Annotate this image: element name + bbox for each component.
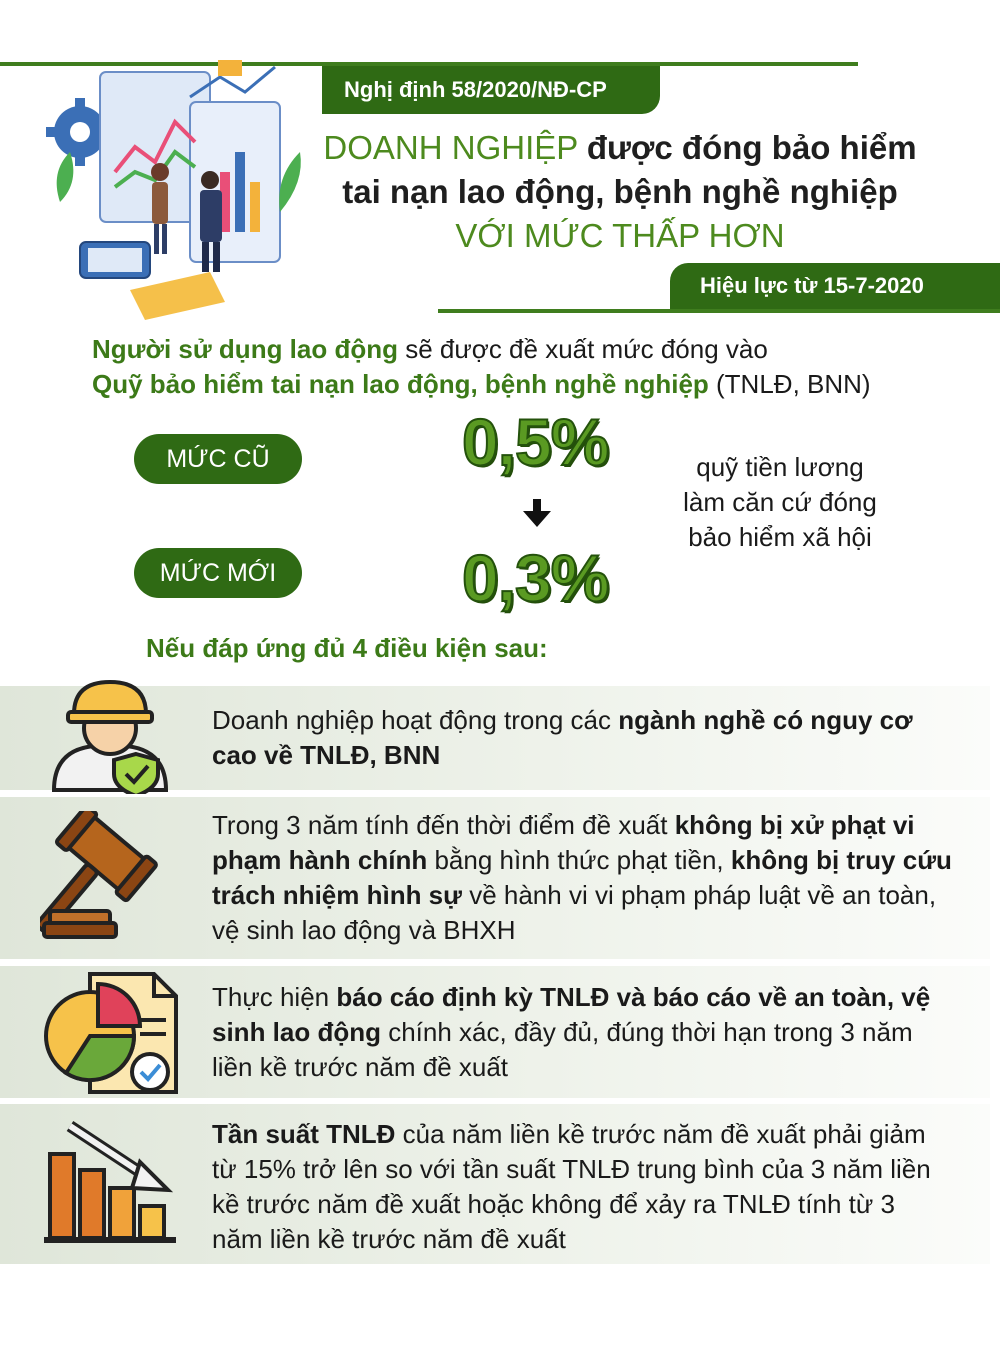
- old-rate-label: MỨC CŨ: [134, 434, 302, 484]
- new-rate-value: 0,3%: [462, 541, 609, 615]
- condition-row-3: [0, 966, 990, 1098]
- condition-row-2: [0, 797, 990, 959]
- report-chart-icon: [40, 970, 180, 1098]
- conditions-heading: Nếu đáp ứng đủ 4 điều kiện sau:: [146, 633, 548, 663]
- business-analytics-illustration: [40, 52, 310, 322]
- condition-3-part-2: chính xác, đầy đủ, đúng thời hạn trong 3 năm liền kề trước năm đề xuất: [212, 1017, 913, 1082]
- title-line-1-green: DOANH NGHIỆP: [323, 129, 578, 166]
- new-rate-label: MỨC MỚI: [134, 548, 302, 598]
- condition-3-bold-1: báo cáo định kỳ TNLĐ và báo cáo về an toàn, vệ sinh lao động: [212, 982, 931, 1047]
- condition-1-part-1: Doanh nghiệp hoạt động trong các: [212, 705, 619, 735]
- declining-bar-chart-icon: [40, 1118, 180, 1248]
- rate-basis-note: [665, 450, 895, 555]
- condition-text-4: [212, 1117, 952, 1257]
- decree-tab: Nghị định 58/2020/NĐ-CP: [322, 66, 660, 114]
- condition-2-part-1: Trong 3 năm tính đến thời điểm đề xuất: [212, 810, 675, 840]
- condition-2-part-3: về hành vi vi phạm pháp luật về an toàn, vệ sinh lao động và BHXH: [212, 880, 937, 945]
- page-title: [300, 126, 940, 258]
- mid-divider: [438, 309, 1000, 313]
- condition-text-1: [212, 703, 952, 773]
- condition-2-bold-1: không bị xử phạt vi phạm hành chính: [212, 810, 915, 875]
- intro-text-2: (TNLĐ, BNN): [708, 369, 871, 399]
- gavel-icon: [40, 811, 180, 941]
- condition-2-part-2: bằng hình thức phạt tiền,: [427, 845, 731, 875]
- old-rate-value: 0,5%: [462, 405, 609, 479]
- intro-text: [92, 332, 952, 402]
- rate-note-line-1: quỹ tiền lương: [696, 452, 864, 482]
- worker-shield-icon: [40, 678, 180, 794]
- condition-4-part-1: của năm liền kề trước năm đề xuất phải giảm từ 15% trở lên so với tần suất TNLĐ trung bình của 3 năm liền kề trước năm đề xuất hoặc không để xảy ra TNLĐ tính từ 3 năm liền kề trước năm đề xuất: [212, 1119, 931, 1254]
- condition-text-2: [212, 808, 952, 948]
- arrow-down-icon: [521, 497, 553, 529]
- condition-text-3: [212, 980, 952, 1085]
- intro-bold-2: Quỹ bảo hiểm tai nạn lao động, bệnh nghề nghiệp: [92, 369, 709, 399]
- intro-text-1: sẽ được đề xuất mức đóng vào: [398, 334, 768, 364]
- title-line-2: tai nạn lao động, bệnh nghề nghiệp: [342, 173, 898, 210]
- title-line-3: VỚI MỨC THẤP HƠN: [455, 217, 785, 254]
- condition-row-4: [0, 1104, 990, 1264]
- intro-bold-1: Người sử dụng lao động: [92, 334, 398, 364]
- rate-note-line-3: bảo hiểm xã hội: [688, 522, 872, 552]
- condition-4-bold-1: Tần suất TNLĐ: [212, 1119, 396, 1149]
- condition-row-1: [0, 686, 990, 790]
- effective-date-tab: Hiệu lực từ 15-7-2020: [670, 263, 1000, 309]
- rate-note-line-2: làm căn cứ đóng: [683, 487, 877, 517]
- condition-2-bold-2: không bị truy cứu trách nhiệm hình sự: [212, 845, 952, 910]
- condition-1-bold-1: ngành nghề có nguy cơ cao về TNLĐ, BNN: [212, 705, 913, 770]
- title-line-1-dark: được đóng bảo hiểm: [586, 129, 917, 166]
- condition-3-part-1: Thực hiện: [212, 982, 337, 1012]
